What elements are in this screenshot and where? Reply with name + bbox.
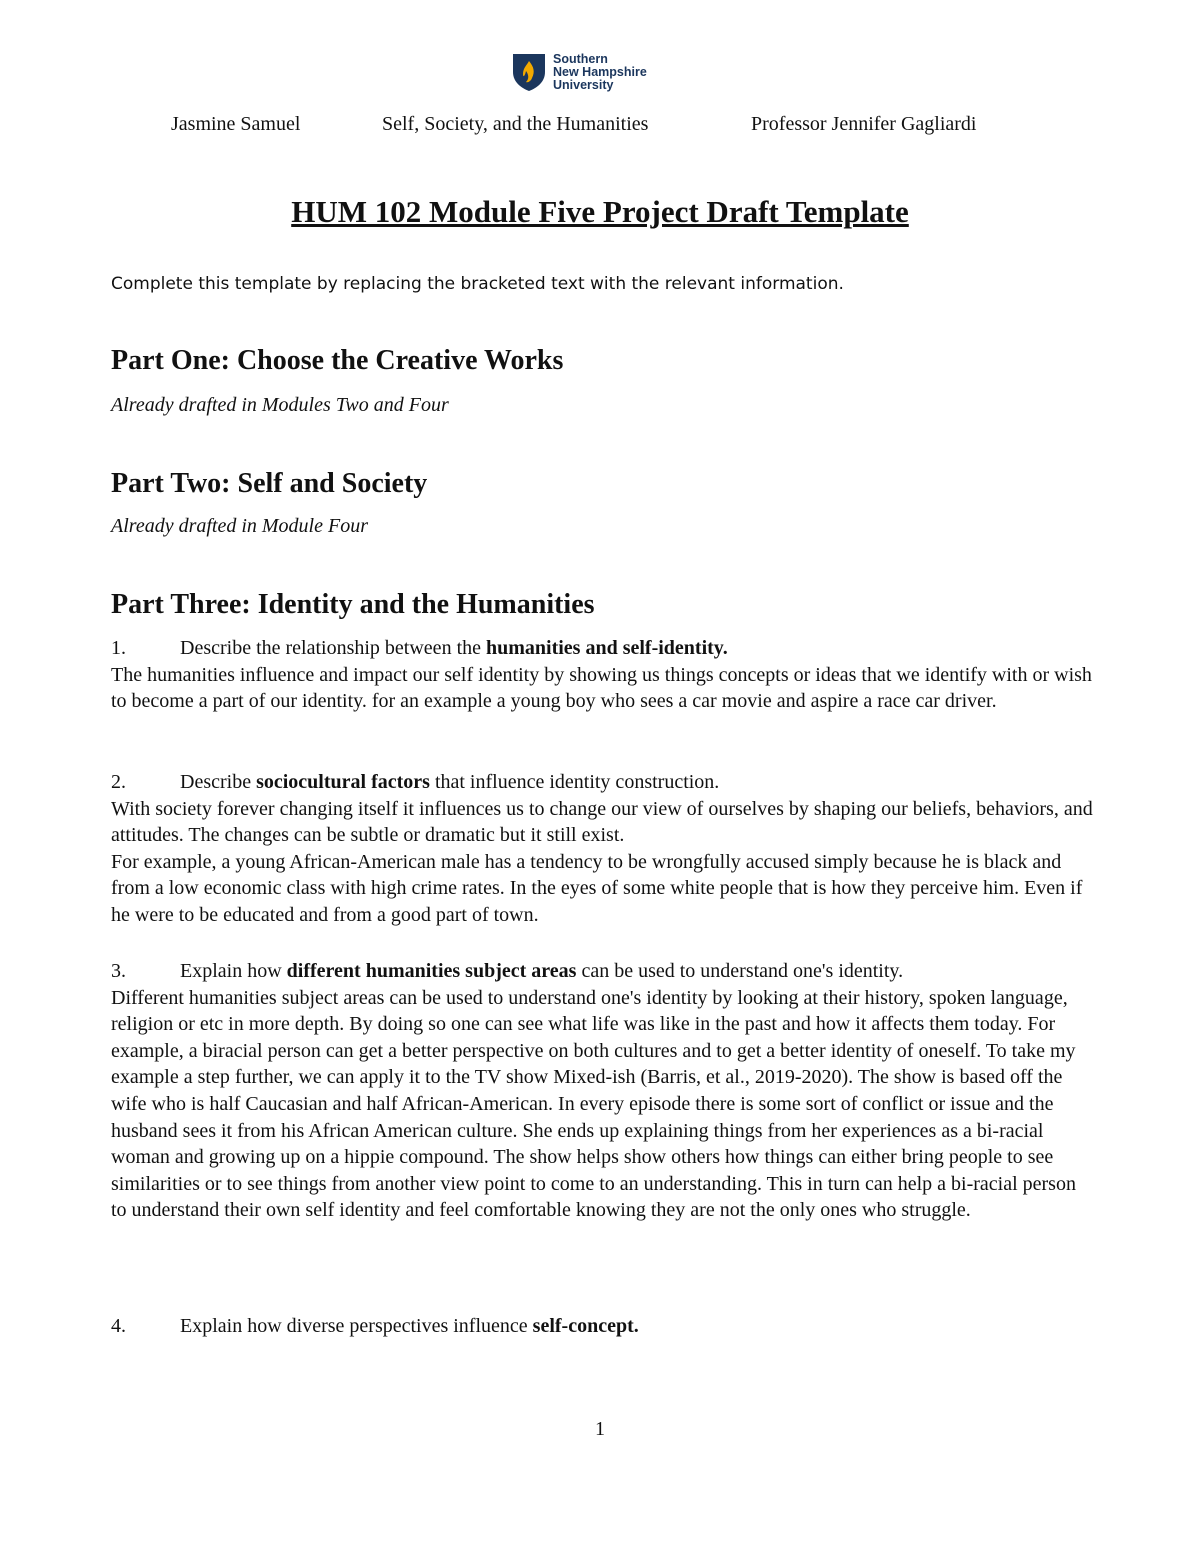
logo-line-3: University	[553, 77, 614, 92]
question-2-prompt-text: Describe	[180, 771, 257, 793]
logo-line-1: Southern	[553, 51, 608, 66]
question-3-prompt-bold: different humanities subject areas	[286, 960, 577, 982]
part-one-note: Already drafted in Modules Two and Four	[111, 394, 449, 416]
question-2-prompt-bold: sociocultural factors	[256, 771, 430, 793]
flame-shield-icon	[511, 52, 547, 92]
question-3-prompt-end: can be used to understand one's identity.	[576, 960, 904, 982]
question-2-number: 2.	[111, 771, 126, 793]
professor-name: Professor Jennifer Gagliardi	[751, 113, 977, 135]
document-title: HUM 102 Module Five Project Draft Template	[291, 194, 909, 229]
question-1-number: 1.	[111, 637, 126, 659]
page-number: 1	[595, 1418, 605, 1440]
question-4	[111, 1313, 1096, 1340]
question-1-answer: The humanities influence and impact our self identity by showing us things concepts or ideas that we identify with or wish to become a part of our identity. for an example a young boy who sees a car movie and aspire a race car driver.	[111, 663, 1092, 713]
question-2-answer-2: For example, a young African-American male has a tendency to be wrongfully accused simply because he is black and from a low economic class with high crime rates. In the eyes of some white people that is how they perceive him. Even if he were to be educated and from a good part of town.	[111, 850, 1083, 926]
question-2-prompt-end: that influence identity construction.	[429, 771, 720, 793]
logo-wordmark	[553, 53, 647, 92]
question-3-number: 3.	[111, 960, 126, 982]
question-4-prompt-bold: self-concept.	[532, 1315, 639, 1337]
part-two-note: Already drafted in Module Four	[111, 515, 368, 537]
instructions: Complete this template by replacing the bracketed text with the relevant information.	[111, 274, 844, 294]
question-3-prompt-text: Explain how	[180, 960, 287, 982]
question-1-prompt-text: Describe the relationship between the	[180, 637, 486, 659]
question-1-prompt-bold: humanities and self-identity.	[486, 637, 728, 659]
part-one-heading: Part One: Choose the Creative Works	[111, 345, 564, 376]
question-2	[111, 769, 1096, 929]
question-3-prompt	[111, 958, 1096, 985]
logo-line-2: New Hampshire	[553, 64, 647, 79]
question-2-answer-1: With society forever changing itself it influences us to change our view of ourselves by shaping our beliefs, behaviors, and attitudes. The changes can be subtle or dramatic but it still exist.	[111, 797, 1093, 847]
question-4-prompt-text: Explain how diverse perspectives influence	[180, 1315, 533, 1337]
question-1-prompt	[111, 635, 1096, 662]
question-4-number: 4.	[111, 1315, 126, 1337]
question-2-prompt	[111, 769, 1096, 796]
university-logo	[511, 49, 681, 95]
course-name: Self, Society, and the Humanities	[382, 113, 649, 135]
question-1	[111, 635, 1096, 715]
student-name: Jasmine Samuel	[171, 113, 301, 135]
document-header	[0, 113, 1200, 139]
part-two-heading: Part Two: Self and Society	[111, 468, 428, 499]
question-3	[111, 958, 1096, 1224]
part-three-heading: Part Three: Identity and the Humanities	[111, 589, 595, 620]
question-3-answer: Different humanities subject areas can be used to understand one's identity by looking at their history, spoken language, religion or etc in more depth. By doing so one can see what life was like in the past and how it affects them today. For example, a biracial person can get a better perspective on both cultures and to get a better identity of oneself. To take my example a step further, we can apply it to the TV show Mixed-ish (Barris, et al., 2019-2020). The show is based off the wife who is half Caucasian and half African-American. In every episode there is some sort of conflict or issue and the husband sees it from his African American culture. She ends up explaining things from her experiences as a bi-racial woman and growing up on a hippie compound. The show helps show others how things can either bring people to see similarities or to see things from another view point to come to an understanding. This in turn can help a bi-racial person to understand their own self identity and feel comfortable knowing they are not the only ones who struggle.	[111, 986, 1076, 1222]
question-4-prompt	[111, 1313, 1096, 1340]
